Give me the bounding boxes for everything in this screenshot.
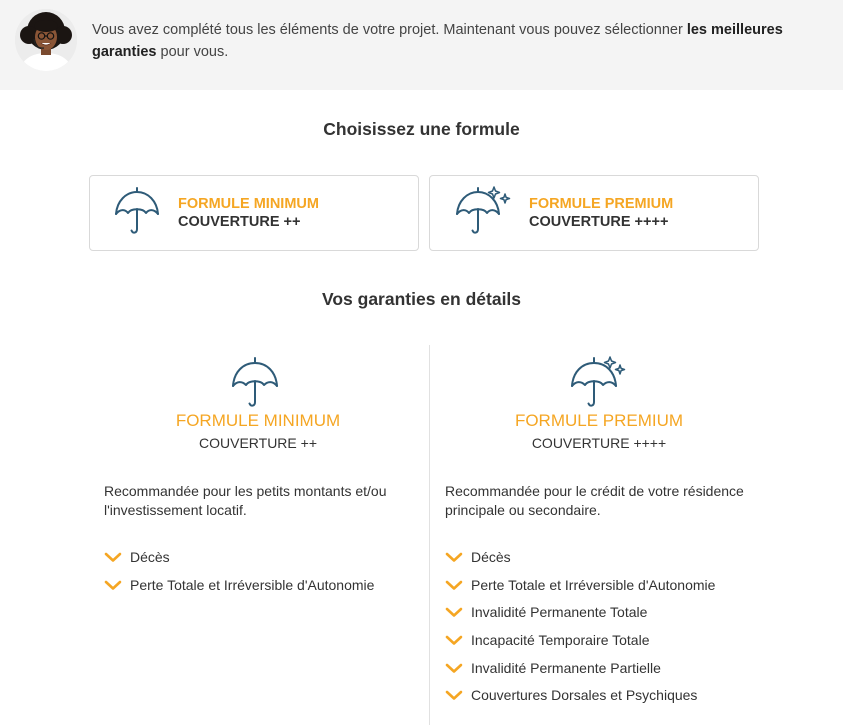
advisor-message-text: Vous avez complété tous les éléments de votre projet. Maintenant vous pouvez sélectionner xyxy=(92,22,687,38)
formula-coverage: COUVERTURE ++++ xyxy=(531,435,667,451)
guarantee-label: Couvertures Dorsales et Psychiques xyxy=(471,687,698,704)
umbrella-icon xyxy=(231,355,287,411)
list-item xyxy=(445,543,715,571)
chevron-down-icon xyxy=(445,579,463,591)
guarantee-label: Décès xyxy=(130,548,170,565)
formula-description: Recommandée pour le crédit de votre résidence principale ou secondaire. xyxy=(445,483,744,518)
advisor-banner xyxy=(0,0,843,90)
umbrella-icon xyxy=(114,185,170,237)
guarantee-label: Décès xyxy=(471,548,511,565)
avatar-illustration xyxy=(15,9,77,71)
formula-coverage: COUVERTURE ++++ xyxy=(529,214,669,230)
formula-coverage: COUVERTURE ++ xyxy=(178,214,301,230)
chevron-down-icon xyxy=(445,689,463,701)
guarantee-label: Perte Totale et Irréversible d'Autonomie xyxy=(471,576,716,593)
formula-premium-card[interactable] xyxy=(429,175,759,251)
list-item xyxy=(445,626,715,654)
guarantee-list xyxy=(445,543,715,709)
umbrella-sparkle-icon xyxy=(455,185,511,237)
formula-name: FORMULE PREMIUM xyxy=(514,411,684,430)
guarantee-label: Perte Totale et Irréversible d'Autonomie xyxy=(130,576,375,593)
column-divider xyxy=(429,345,430,725)
list-item xyxy=(104,543,374,571)
chevron-down-icon xyxy=(445,606,463,618)
chevron-down-icon xyxy=(104,551,122,563)
advisor-message-emphasis: les meilleures garanties xyxy=(92,22,783,60)
formula-minimum-label xyxy=(178,195,319,231)
advisor-message xyxy=(92,19,837,63)
chevron-down-icon xyxy=(445,551,463,563)
guarantee-label: Invalidité Permanente Totale xyxy=(471,604,648,621)
formula-name: FORMULE MINIMUM xyxy=(175,411,341,430)
list-item xyxy=(445,598,715,626)
formula-coverage: COUVERTURE ++ xyxy=(199,435,317,451)
list-item xyxy=(445,654,715,682)
formula-premium-label xyxy=(529,195,673,231)
list-item xyxy=(104,571,374,599)
formula-name: FORMULE MINIMUM xyxy=(178,196,319,212)
guarantee-label: Invalidité Permanente Partielle xyxy=(471,659,661,676)
advisor-avatar xyxy=(15,9,77,71)
formula-description: Recommandée pour les petits montants et/ou l'investissement locatif. xyxy=(104,483,387,518)
guarantee-label: Incapacité Temporaire Totale xyxy=(471,631,650,648)
list-item xyxy=(445,681,715,709)
choose-formula-title: Choisissez une formule xyxy=(323,119,520,139)
advisor-message-end: pour vous. xyxy=(156,44,229,60)
chevron-down-icon xyxy=(445,662,463,674)
guarantee-list xyxy=(104,543,374,598)
chevron-down-icon xyxy=(104,579,122,591)
formula-minimum-card[interactable] xyxy=(89,175,419,251)
umbrella-sparkle-icon xyxy=(570,355,626,411)
chevron-down-icon xyxy=(445,634,463,646)
formula-name: FORMULE PREMIUM xyxy=(529,196,674,212)
list-item xyxy=(445,571,715,599)
guarantees-details-title: Vos garanties en détails xyxy=(321,289,522,309)
